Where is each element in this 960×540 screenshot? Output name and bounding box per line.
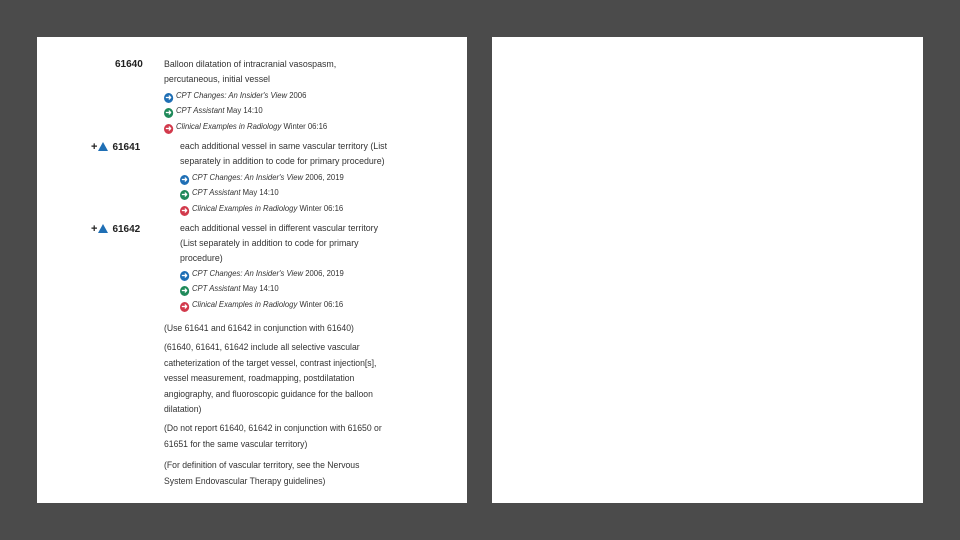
revised-triangle-icon — [98, 224, 108, 233]
description-61640 — [164, 57, 440, 87]
code-label: 61641 — [112, 142, 141, 153]
description-61641 — [180, 139, 447, 169]
note-definition — [164, 457, 405, 488]
note-line: System Endovascular Therapy guidelines) — [164, 474, 326, 486]
note-line: (For definition of vascular territory, see the Nervous — [164, 459, 360, 470]
ref-year: May 14:10 — [242, 187, 279, 197]
code-61640 — [115, 59, 143, 70]
ref-year: May 14:10 — [226, 105, 263, 115]
ref-year: Winter 06:16 — [299, 203, 344, 213]
reference-clinical-examples — [164, 119, 327, 134]
desc-line: separately in addition to code for primary procedure) — [180, 156, 385, 167]
desc-line: each additional vessel in different vascular territory — [180, 223, 379, 234]
ref-year: May 14:10 — [242, 283, 279, 293]
arrow-right-icon: ➜ — [181, 286, 188, 295]
desc-line: each additional vessel in same vascular territory (List — [180, 141, 388, 152]
ref-year: Winter 06:16 — [283, 121, 328, 131]
ref-title: CPT Assistant — [191, 283, 241, 293]
left-page — [37, 37, 467, 503]
ref-year: 2006 — [289, 90, 307, 100]
arrow-right-icon: ➜ — [165, 108, 172, 117]
reference-cpt-changes — [180, 170, 344, 185]
ref-title: Clinical Examples in Radiology — [175, 121, 282, 131]
note-do-not-report — [164, 420, 405, 451]
reference-cpt-changes — [180, 266, 344, 281]
code-61642 — [91, 223, 140, 235]
reference-cpt-assistant — [180, 185, 279, 200]
code-label: 61642 — [112, 224, 141, 235]
note-line: (Use 61641 and 61642 in conjunction with 61640) — [164, 322, 354, 333]
note-line: 61651 for the same vascular territory) — [164, 437, 308, 449]
arrow-right-icon: ➜ — [181, 206, 188, 215]
arrow-right-icon: ➜ — [181, 271, 188, 280]
note-line: angiography, and fluoroscopic guidance for the balloon — [164, 387, 373, 399]
note-line: catheterization of the target vessel, contrast injection[s], — [164, 356, 377, 368]
add-on-plus-icon: + — [91, 223, 98, 235]
ref-title: CPT Changes: An Insider's View — [191, 268, 304, 278]
ref-title: CPT Assistant — [191, 187, 241, 197]
arrow-right-icon: ➜ — [165, 124, 172, 133]
arrow-right-icon: ➜ — [181, 190, 188, 199]
note-usage — [164, 320, 405, 336]
revised-triangle-icon — [98, 142, 108, 151]
reference-cpt-assistant — [164, 103, 263, 118]
ref-title: Clinical Examples in Radiology — [191, 299, 298, 309]
desc-line: Balloon dilatation of intracranial vasospasm, — [164, 59, 337, 70]
reference-cpt-assistant — [180, 281, 279, 296]
ref-title: Clinical Examples in Radiology — [191, 203, 298, 213]
ref-title: CPT Assistant — [175, 105, 225, 115]
add-on-plus-icon: + — [91, 141, 98, 153]
ref-title: CPT Changes: An Insider's View — [191, 172, 304, 182]
code-61641 — [91, 141, 140, 153]
note-line: dilatation) — [164, 403, 202, 414]
ref-year: 2006, 2019 — [305, 172, 344, 182]
arrow-right-icon: ➜ — [181, 175, 188, 184]
code-label: 61640 — [115, 59, 143, 70]
reference-clinical-examples — [180, 297, 343, 312]
note-includes — [164, 339, 405, 417]
ref-year: Winter 06:16 — [299, 299, 344, 309]
reference-clinical-examples — [180, 201, 343, 216]
note-line: (Do not report 61640, 61642 in conjunction with 61650 or — [164, 422, 382, 433]
ref-title: CPT Changes: An Insider's View — [175, 90, 288, 100]
right-page — [492, 37, 923, 503]
note-line: (61640, 61641, 61642 include all selective vascular — [164, 341, 360, 352]
desc-line: percutaneous, initial vessel — [164, 74, 270, 85]
arrow-right-icon: ➜ — [181, 302, 188, 311]
note-line: vessel measurement, roadmapping, postdilatation — [164, 372, 355, 383]
arrow-right-icon: ➜ — [165, 93, 172, 102]
ref-year: 2006, 2019 — [305, 268, 344, 278]
desc-line: procedure) — [180, 253, 223, 264]
desc-line: (List separately in addition to code for primary — [180, 238, 359, 249]
reference-cpt-changes — [164, 88, 306, 103]
description-61642 — [180, 221, 447, 266]
